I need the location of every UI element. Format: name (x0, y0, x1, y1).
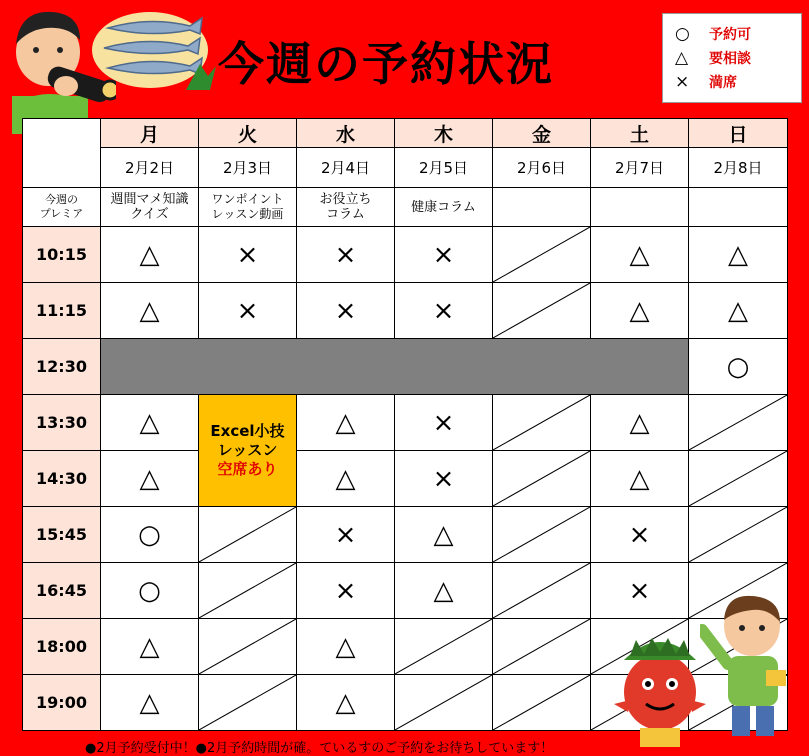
cross-icon: × (675, 72, 690, 92)
slash-line (493, 227, 590, 282)
slash-line (493, 507, 590, 562)
premium-label (23, 188, 101, 227)
premium-item-line: クイズ (130, 207, 169, 222)
time-row (23, 339, 788, 395)
slot-cell[interactable]: △ (689, 283, 788, 339)
slash-line (493, 563, 590, 618)
slash-line (395, 619, 492, 674)
page-title: 今週の予約状況 (218, 37, 554, 91)
legend-row-consult (675, 46, 801, 70)
date-cell: 2月3日 (199, 148, 297, 188)
slot-closed (493, 283, 591, 339)
day-header-row (23, 119, 788, 148)
slot-cell[interactable]: × (395, 283, 493, 339)
time-label: 10:15 (23, 227, 101, 283)
legend-label: 予約可 (709, 27, 751, 43)
slot-closed (493, 563, 591, 619)
slot-closed (493, 619, 591, 675)
excel-line: Excel小技 (210, 422, 285, 440)
slot-cell[interactable]: × (297, 227, 395, 283)
time-label: 15:45 (23, 507, 101, 563)
diagonal-slash (199, 675, 296, 730)
time-row (23, 451, 788, 507)
slot-cell[interactable]: △ (101, 283, 199, 339)
slot-closed (493, 227, 591, 283)
day-header: 火 (199, 119, 297, 148)
date-cell: 2月2日 (101, 148, 199, 188)
slot-cell[interactable]: △ (297, 451, 395, 507)
diagonal-slash (199, 619, 296, 674)
day-header: 水 (297, 119, 395, 148)
day-header: 金 (493, 119, 591, 148)
excel-availability: 空席あり (217, 460, 278, 478)
date-cell: 2月5日 (395, 148, 493, 188)
slash-line (493, 451, 590, 506)
slash-line (689, 395, 787, 450)
slash-line (493, 395, 590, 450)
slot-cell[interactable]: △ (297, 675, 395, 731)
diagonal-slash (395, 619, 492, 674)
slash-line (199, 507, 296, 562)
diagonal-slash (493, 395, 590, 450)
slot-cell[interactable]: ○ (101, 507, 199, 563)
diagonal-slash (199, 563, 296, 618)
slash-line (493, 619, 590, 674)
slash-line (689, 451, 787, 506)
day-header: 木 (395, 119, 493, 148)
corner-cell (23, 119, 101, 188)
premium-label-line: 今週の (45, 193, 78, 206)
premium-item (689, 188, 788, 227)
legend-row-full (675, 70, 801, 94)
time-label: 18:00 (23, 619, 101, 675)
time-label: 11:15 (23, 283, 101, 339)
slot-cell[interactable]: △ (101, 619, 199, 675)
day-header: 土 (591, 119, 689, 148)
date-cell: 2月4日 (297, 148, 395, 188)
slot-closed (689, 507, 788, 563)
premium-item[interactable] (395, 188, 493, 227)
slash-line (395, 675, 492, 730)
slot-cell[interactable]: × (297, 507, 395, 563)
slot-closed (199, 563, 297, 619)
slot-cell[interactable]: △ (101, 451, 199, 507)
time-label: 19:00 (23, 675, 101, 731)
legend-label: 満席 (709, 75, 737, 91)
premium-item (493, 188, 591, 227)
slot-closed (493, 395, 591, 451)
time-label: 13:30 (23, 395, 101, 451)
day-header: 日 (689, 119, 788, 148)
legend-row-available (675, 22, 801, 46)
circle-icon: ○ (675, 24, 690, 44)
premium-item-line: お役立ち (319, 192, 372, 207)
premium-label-line: プレミア (39, 207, 84, 220)
time-row (23, 507, 788, 563)
triangle-icon: △ (675, 48, 689, 68)
legend (662, 13, 802, 103)
footer-note: ●2月予約受付中！●2月予約時間が確。ているすのご予約をお待ちしています！ (85, 741, 554, 756)
slot-cell[interactable]: △ (297, 619, 395, 675)
slot-cell[interactable]: △ (101, 395, 199, 451)
premium-item-line: レッスン動画 (211, 207, 284, 221)
slot-cell[interactable]: △ (101, 227, 199, 283)
slot-cell[interactable]: △ (591, 395, 689, 451)
boy-throwing-beans-illustration (700, 590, 796, 740)
slot-cell[interactable]: △ (591, 283, 689, 339)
slash-line (199, 619, 296, 674)
premium-item[interactable] (199, 188, 297, 227)
slot-closed (199, 675, 297, 731)
time-label: 12:30 (23, 339, 101, 395)
premium-item-line: ワンポイント (211, 192, 284, 206)
premium-item[interactable] (297, 188, 395, 227)
premium-item-line: 週間マメ知識 (110, 192, 189, 207)
slot-cell[interactable]: △ (591, 227, 689, 283)
slot-cell[interactable]: × (199, 283, 297, 339)
date-cell: 2月6日 (493, 148, 591, 188)
diagonal-slash (493, 451, 590, 506)
slot-cell[interactable]: △ (395, 563, 493, 619)
diagonal-slash (395, 675, 492, 730)
slot-closed (689, 395, 788, 451)
slash-line (493, 283, 590, 338)
premium-item[interactable] (101, 188, 199, 227)
diagonal-slash (493, 283, 590, 338)
slot-cell[interactable]: × (395, 395, 493, 451)
legend-label: 要相談 (709, 51, 751, 67)
excel-lesson-block[interactable] (199, 395, 297, 507)
slot-closed (689, 451, 788, 507)
time-row (23, 395, 788, 451)
slot-cell[interactable]: × (297, 563, 395, 619)
slot-closed (395, 619, 493, 675)
diagonal-slash (493, 227, 590, 282)
premium-item-line: コラム (326, 207, 365, 222)
diagonal-slash (493, 507, 590, 562)
date-row (23, 148, 788, 188)
slot-closed (395, 675, 493, 731)
slot-cell[interactable]: ○ (101, 563, 199, 619)
slot-closed (199, 507, 297, 563)
slot-closed (493, 675, 591, 731)
time-label: 16:45 (23, 563, 101, 619)
slash-line (493, 675, 590, 730)
slot-cell[interactable]: △ (297, 395, 395, 451)
slot-cell[interactable]: ○ (689, 339, 788, 395)
slot-cell[interactable]: △ (689, 227, 788, 283)
diagonal-slash (493, 619, 590, 674)
diagonal-slash (689, 507, 787, 562)
diagonal-slash (493, 563, 590, 618)
excel-line: レッスン (217, 441, 278, 459)
premium-item (591, 188, 689, 227)
sardine-illustration (90, 6, 218, 98)
premium-row (23, 188, 788, 227)
slot-closed (493, 451, 591, 507)
slot-cell[interactable]: × (591, 563, 689, 619)
slot-cell[interactable]: × (591, 507, 689, 563)
slash-line (199, 563, 296, 618)
slot-cell[interactable]: × (199, 227, 297, 283)
diagonal-slash (199, 507, 296, 562)
time-row (23, 283, 788, 339)
diagonal-slash (493, 675, 590, 730)
slot-cell[interactable]: △ (591, 451, 689, 507)
slot-cell[interactable]: △ (101, 675, 199, 731)
slot-closed (199, 619, 297, 675)
slot-cell[interactable]: × (395, 451, 493, 507)
diagonal-slash (689, 395, 787, 450)
day-header: 月 (101, 119, 199, 148)
date-cell: 2月8日 (689, 148, 788, 188)
slot-cell[interactable]: △ (395, 507, 493, 563)
time-row (23, 227, 788, 283)
slot-cell[interactable]: × (395, 227, 493, 283)
slash-line (199, 675, 296, 730)
time-label: 14:30 (23, 451, 101, 507)
lunch-break-block (101, 339, 689, 395)
slot-closed (493, 507, 591, 563)
slash-line (689, 507, 787, 562)
premium-item-line: 健康コラム (411, 199, 476, 215)
diagonal-slash (689, 451, 787, 506)
slot-cell[interactable]: × (297, 283, 395, 339)
date-cell: 2月7日 (591, 148, 689, 188)
